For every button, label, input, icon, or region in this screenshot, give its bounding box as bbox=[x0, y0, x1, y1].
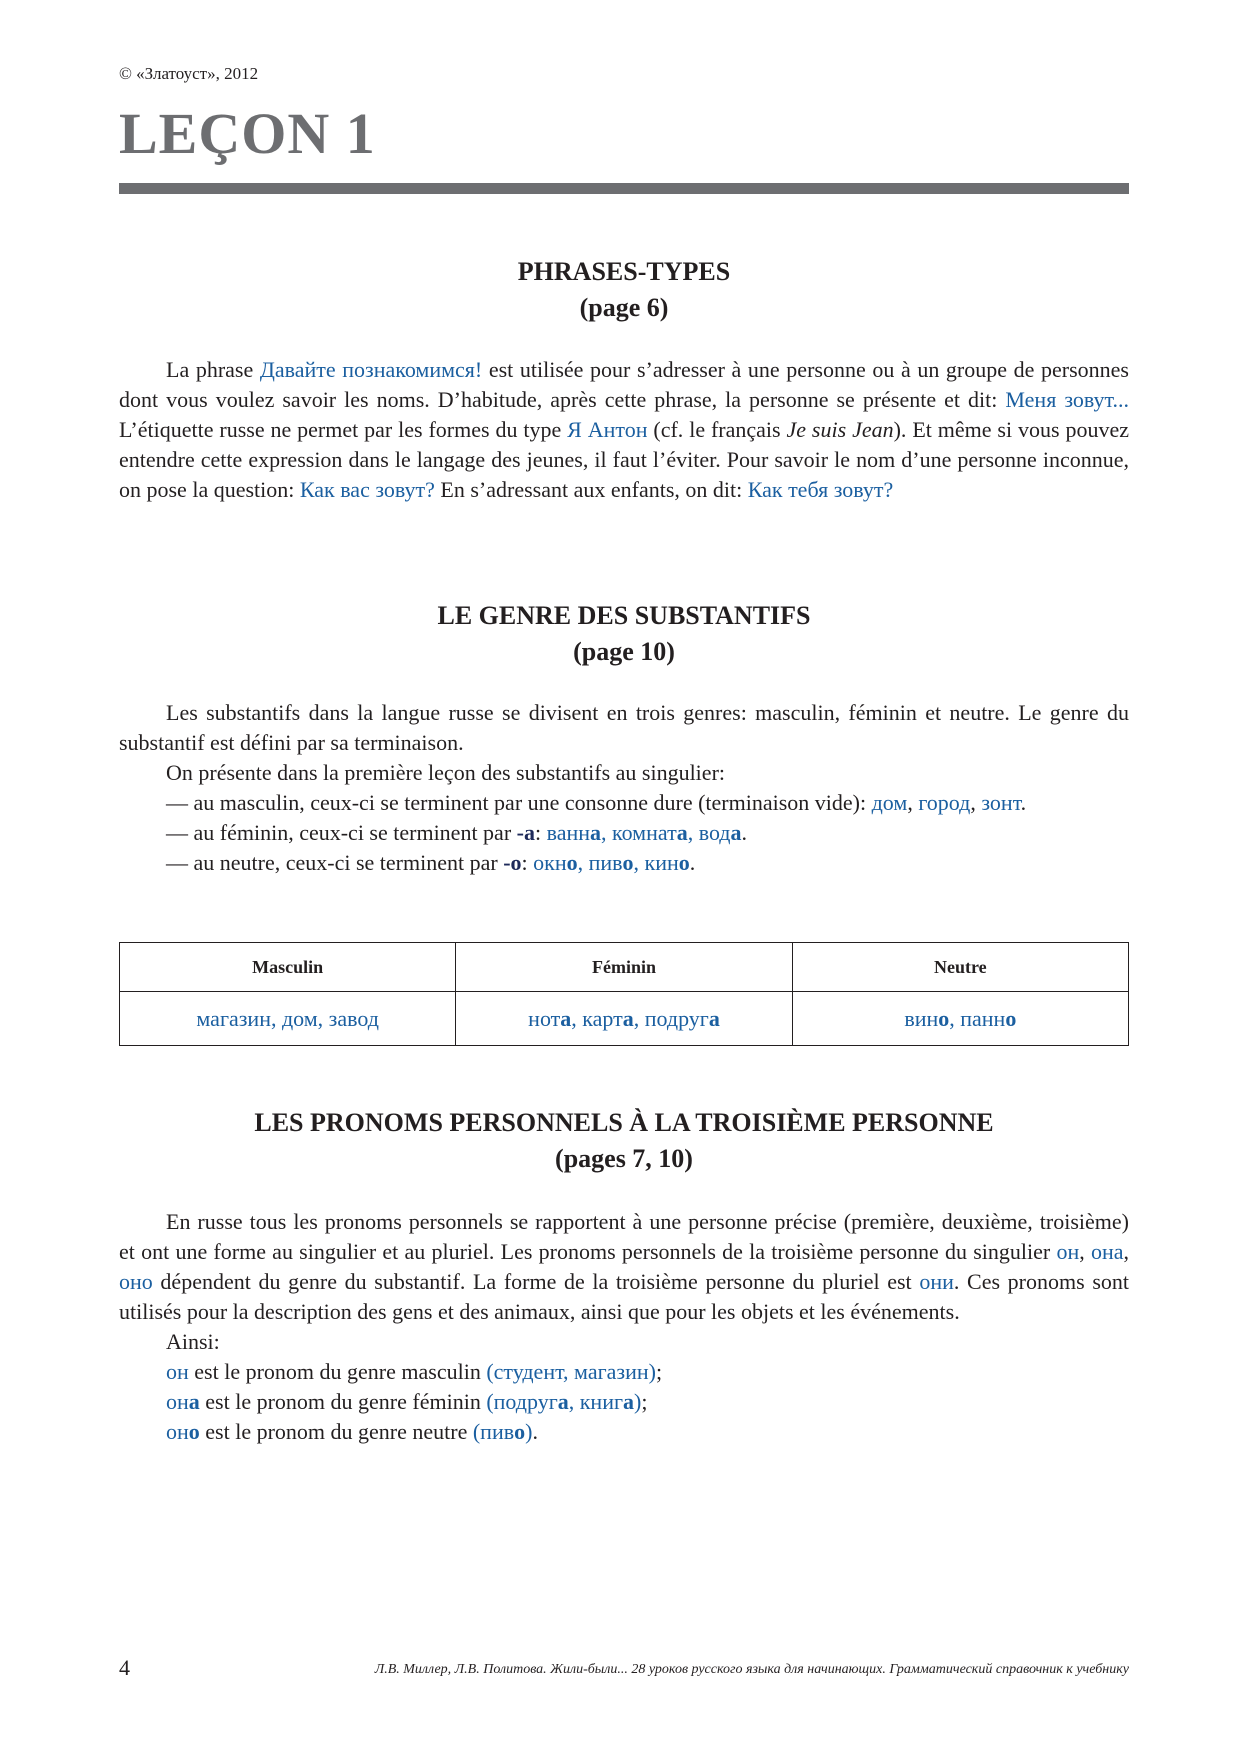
section-heading-genre bbox=[119, 598, 1129, 670]
title-rule bbox=[119, 183, 1129, 194]
page-number: 4 bbox=[119, 1655, 130, 1680]
paragraph-genre bbox=[119, 698, 1129, 878]
section-heading-pronouns bbox=[119, 1105, 1129, 1177]
russian-example: Давайте познакомимся! bbox=[259, 357, 483, 382]
lesson-title: LEÇON 1 bbox=[119, 101, 376, 166]
section-title: LES PRONOMS PERSONNELS À LA TROISIÈME PERSONNE bbox=[254, 1108, 994, 1137]
table-header-neutre: Neutre bbox=[792, 943, 1128, 992]
section-title: LE GENRE DES SUBSTANTIFS bbox=[437, 601, 811, 630]
russian-example: Я Антон bbox=[567, 417, 648, 442]
pronouns-ainsi: Ainsi: bbox=[166, 1329, 220, 1354]
phrases-text: La phrase Давайте познакомимся! est utilisée pour s’adresser à une personne ou à un groupe de personnes dont vous voulez savoir les noms. D’habitude, après cette phrase, la personne se présente et dit: Меня зовут... L’étiquette russe ne permet par les formes du type Я Антон (cf. le français Je suis Jean). Et même si vous pouvez entendre cette expression dans le langage des jeunes, il faut l’éviter. Pour savoir le nom d’une personne inconnue, on pose la question: Как вас зовут? En s’adressant aux enfants, on dit: Как тебя зовут? bbox=[119, 357, 1129, 502]
genre-masculine-line: — au masculin, ceux-ci se terminent par une consonne dure (terminaison vide): дом, город, зонт. bbox=[166, 790, 1027, 815]
genre-neuter-line: — au neutre, ceux-ci se terminent par -о: окно, пиво, кино. bbox=[166, 850, 696, 875]
copyright-notice: © «Златоуст», 2012 bbox=[119, 64, 259, 83]
table-header-masculin: Masculin bbox=[120, 943, 456, 992]
section-pages: (page 6) bbox=[579, 293, 669, 322]
pronoun-feminine-line: она est le pronom du genre féminin (подруга, книга); bbox=[166, 1389, 648, 1414]
paragraph-pronouns bbox=[119, 1207, 1129, 1447]
pronouns-text: En russe tous les pronoms personnels se rapportent à une personne précise (première, deuxième, troisième) et ont une forme au singulier et au pluriel. Les pronoms personnels de la troisième personne du singulier он, она, оно dépendent du genre du substantif. La forme de la troisième personne du pluriel est они. Ces pronoms sont utilisés pour la description des gens et des animaux, ainsi que pour les objets et les événements. bbox=[119, 1209, 1129, 1324]
table-header-feminin: Féminin bbox=[456, 943, 792, 992]
paragraph-phrases bbox=[119, 355, 1129, 505]
gender-table bbox=[119, 942, 1129, 1046]
pronoun-masculine-line: он est le pronom du genre masculin (студент, магазин); bbox=[166, 1359, 663, 1384]
genre-feminine-line: — au féminin, ceux-ci se terminent par -а: ванна, комната, вода. bbox=[166, 820, 747, 845]
pronoun-neuter-line: оно est le pronom du genre neutre (пиво). bbox=[166, 1419, 538, 1444]
table-cell-feminin: нота, карта, подруга bbox=[456, 992, 792, 1046]
document-page bbox=[119, 0, 1129, 1755]
section-pages: (pages 7, 10) bbox=[555, 1144, 693, 1173]
section-pages: (page 10) bbox=[573, 637, 675, 666]
table-cell-neutre: вино, панно bbox=[792, 992, 1128, 1046]
table-cell-masculin: магазин, дом, завод bbox=[120, 992, 456, 1046]
russian-example: Меня зовут... bbox=[1005, 387, 1129, 412]
table-header-row bbox=[120, 943, 1129, 992]
book-reference: Л.В. Миллер, Л.В. Политова. Жили-были... 28 уроков русского языка для начинающих. Грамматический справочник к учебнику bbox=[374, 1662, 1129, 1677]
genre-singular-intro: On présente dans la première leçon des substantifs au singulier: bbox=[166, 760, 726, 785]
section-title: PHRASES-TYPES bbox=[517, 257, 731, 286]
section-heading-phrases bbox=[119, 254, 1129, 326]
genre-intro: Les substantifs dans la langue russe se divisent en trois genres: masculin, féminin et neutre. Le genre du substantif est défini par sa terminaison. bbox=[119, 700, 1129, 755]
table-row bbox=[120, 992, 1129, 1046]
russian-example: Как тебя зовут? bbox=[747, 477, 894, 502]
russian-example: Как вас зовут? bbox=[299, 477, 435, 502]
